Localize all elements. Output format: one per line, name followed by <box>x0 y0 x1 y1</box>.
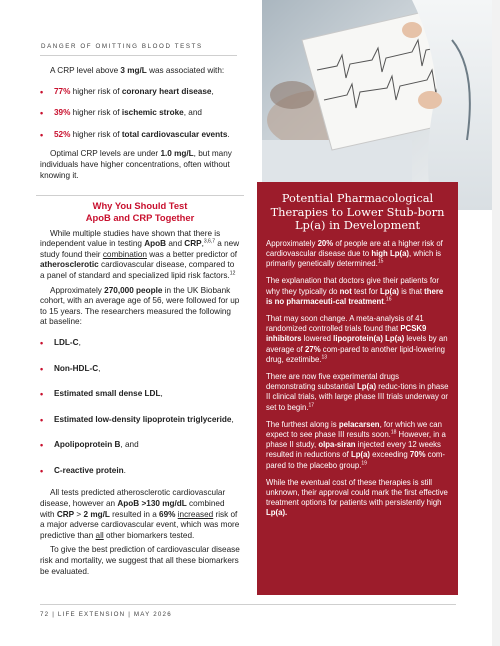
section-label: DANGER OF OMITTING BLOOD TESTS <box>41 43 203 50</box>
paragraph: Approximately 270,000 people in the UK Biobank cohort, with an average age of 56, were followed for up to 15 years. The researchers measured the following at baseline: <box>40 285 240 327</box>
bullet-icon: • <box>40 465 44 476</box>
bullet-icon: • <box>40 86 44 97</box>
list-item: • 52% higher risk of total cardiovascular events. <box>40 129 230 140</box>
page-edge <box>492 0 500 646</box>
section-title: Why You Should Test ApoB and CRP Together <box>85 200 195 224</box>
list-item: • 77% higher risk of coronary heart disease, <box>40 86 214 97</box>
bullet-icon: • <box>40 414 44 425</box>
list-item: • Non-HDL-C, <box>40 363 101 374</box>
header-rule <box>40 55 237 56</box>
callout-paragraph: Approximately 20% of people are at a higher risk of cardiovascular disease due to high Lp(a), which is primarily genetically determined.$^{15}$ <box>266 238 443 269</box>
list-item: • Estimated low-density lipoprotein triglyceride, <box>40 414 234 425</box>
list-item: • C-reactive protein. <box>40 465 126 476</box>
crp-intro: A CRP level above 3 mg/L was associated with: <box>50 66 225 75</box>
callout-paragraph: While the eventual cost of these therapies is still unknown, their approval could mark the first effective treatment options for patients with persistently high Lp(a). <box>266 477 448 518</box>
callout-title: Potential Pharmacological Therapies to Lower Stub-born Lp(a) in Development <box>270 191 445 233</box>
list-item: • Estimated small dense LDL, <box>40 389 163 400</box>
doctor-ecg-photo <box>262 0 492 210</box>
list-item: • Apolipoprotein B, and <box>40 440 139 451</box>
optimal-crp-paragraph: Optimal CRP levels are under 1.0 mg/L, but many individuals have higher concentrations, often without knowing it. <box>40 149 232 180</box>
paragraph: While multiple studies have shown that there is independent value in testing ApoB and CRP,$^{3,6,7}$ a new study found their combination was a better predictor of atherosclerotic cardiovascular disease, compared to a panel of standard and specialized lipid risk factors.$^{12}$ <box>40 228 240 280</box>
photo-illustration <box>262 0 492 210</box>
callout-paragraph: That may soon change. A meta-analysis of 41 randomized controlled trials found that PCSK9 inhibitors lowered lipoprotein(a) Lp(a) levels by an average of 27% com-pared to another lipid-lowering drug, ezetimibe.$^{13}$ <box>266 314 448 364</box>
bullet-icon: • <box>40 440 44 451</box>
lp-a-therapies-callout <box>257 182 458 595</box>
callout-paragraph: The furthest along is pelacarsen, for which we can expect to see phase III results soon.$^{18}$ However, in a phase II study, olpa-siran injected every 12 weeks resulted in reductions of Lp(a) exceeding 70% com-pared to the placebo group.$^{19}$ <box>266 419 446 470</box>
bullet-icon: • <box>40 389 44 400</box>
section-rule <box>36 195 244 196</box>
footer-rule <box>40 604 456 605</box>
callout-paragraph: There are now five experimental drugs demonstrating substantial Lp(a) reduc-tions in phase II clinical trials, with large phase III trials underway or set to begin.$^{17}$ <box>266 372 449 412</box>
callout-paragraph: The explanation that doctors give their patients for why they typically do not test for Lp(a) is that there is no pharmaceuti-cal treatment.$^{16}$ <box>266 276 444 306</box>
page-footer: 72 | LIFE EXTENSION | MAY 2026 <box>40 611 172 618</box>
list-item: • 39% higher risk of ischemic stroke, and <box>40 108 202 119</box>
bullet-icon: • <box>40 337 44 348</box>
paragraph: All tests predicted atherosclerotic cardiovascular disease, however an ApoB >130 mg/dL combined with CRP > 2 mg/L resulted in a 69% increased risk of a major adverse cardiovascular event, which was more predictive than all other biomarkers tested. <box>40 488 240 540</box>
paragraph: To give the best prediction of cardiovascular disease risk and mortality, we suggest that all these biomarkers be evaluated. <box>40 545 240 576</box>
left-column <box>40 66 240 581</box>
list-item: • LDL-C, <box>40 337 81 348</box>
bullet-icon: • <box>40 363 44 374</box>
bullet-icon: • <box>40 108 44 119</box>
bullet-icon: • <box>40 129 44 140</box>
